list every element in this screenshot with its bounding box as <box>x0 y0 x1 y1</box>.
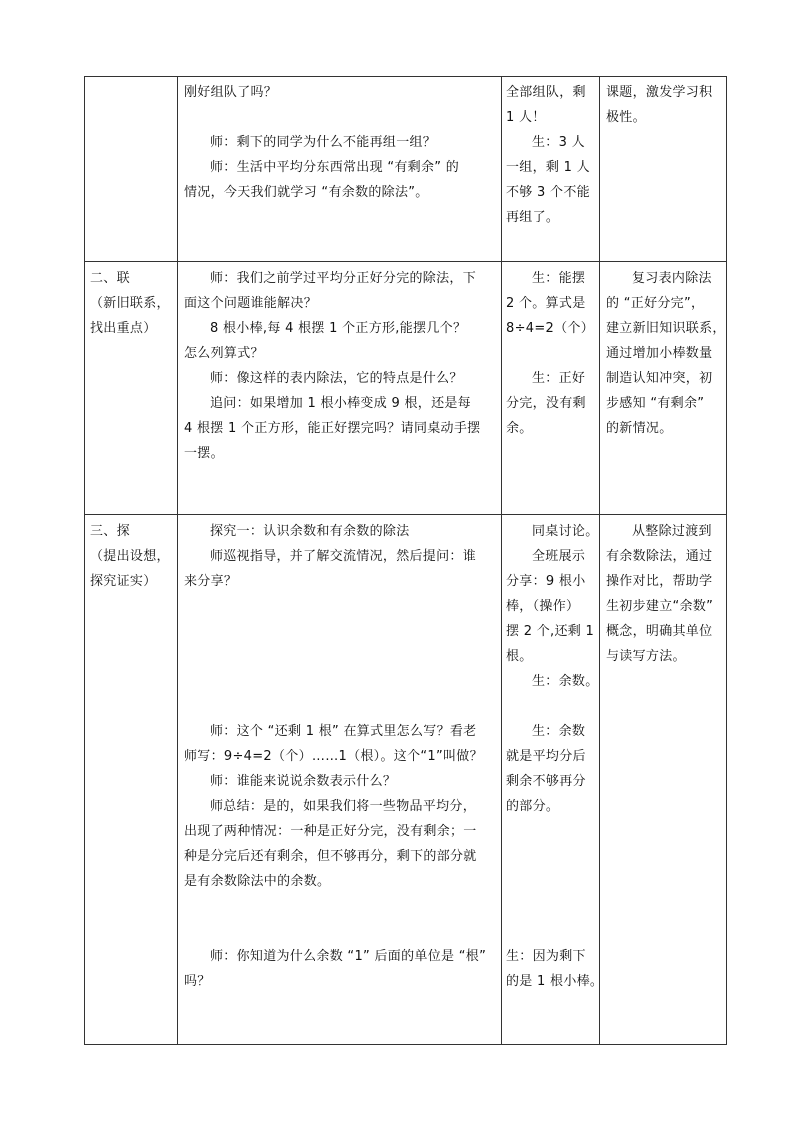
student-line: 的部分。 <box>506 799 560 814</box>
main-line: 师：像这样的表内除法，它的特点是什么？ <box>210 371 463 386</box>
main-line <box>184 694 496 719</box>
student-line <box>506 341 596 366</box>
column-divider-3 <box>599 76 600 1045</box>
main-line: 来分享？ <box>184 574 238 589</box>
main-line: 情况，今天我们就学习 “有余数的除法”。 <box>184 185 429 200</box>
intent-line: 的 “正好分完”， <box>606 296 705 311</box>
intent-line: 步感知 “有剩余” <box>606 396 705 411</box>
student-line <box>506 819 596 844</box>
intent-line: 课题，激发学习积 <box>606 85 713 100</box>
section-line: 二、联 <box>90 271 130 286</box>
table-border-right <box>726 76 727 1045</box>
row1-design-intent-cell <box>606 80 724 130</box>
main-line <box>184 644 496 669</box>
student-line: 分享：9 根小 <box>506 574 586 589</box>
intent-line: 从整除过渡到 <box>632 524 712 539</box>
section-line: 探究证实） <box>90 574 157 589</box>
row2-student-activity-cell <box>506 266 596 441</box>
table-border-bottom <box>84 1044 727 1045</box>
main-line: 探究一：认识余数和有余数的除法 <box>210 524 410 539</box>
main-line: 师：我们之前学过平均分正好分完的除法，下 <box>210 271 477 286</box>
student-line: 生：余数。 <box>532 674 599 689</box>
student-line: 棒，（操作） <box>506 599 580 614</box>
main-line <box>184 669 496 694</box>
student-line: 不够 3 个不能 <box>506 185 590 200</box>
main-line <box>184 594 496 619</box>
main-line: 师总结：是的，如果我们将一些物品平均分， <box>210 799 477 814</box>
main-line: 追问：如果增加 1 根小棒变成 9 根，还是每 <box>210 396 471 411</box>
main-line: 师：生活中平均分东西常出现 “有剩余” 的 <box>210 160 460 175</box>
student-line: 一组，剩 1 人 <box>506 160 590 175</box>
intent-line: 的新情况。 <box>606 421 673 436</box>
main-line: 出现了两种情况：一种是正好分完，没有剩余；一 <box>184 824 477 839</box>
student-line: 剩余不够再分 <box>506 774 586 789</box>
row-divider-2 <box>84 514 727 515</box>
student-line: 2 个。算式是 <box>506 296 586 311</box>
main-line: 刚好组队了吗？ <box>184 85 278 100</box>
student-line <box>506 919 596 944</box>
intent-line: 有余数除法，通过 <box>606 549 713 564</box>
row2-teacher-activity-cell <box>184 266 496 466</box>
column-divider-2 <box>501 76 502 1045</box>
main-line: 师巡视指导，并了解交流情况，然后提问：谁 <box>210 549 477 564</box>
student-line: 同桌讨论。 <box>532 524 599 539</box>
intent-line: 制造认知冲突，初 <box>606 371 713 386</box>
section-line: （提出设想， <box>90 549 170 564</box>
table-border-top <box>84 76 727 77</box>
student-line: 就是平均分后 <box>506 749 586 764</box>
student-line: 8÷4=2（个） <box>506 321 594 336</box>
main-line: 师：谁能来说说余数表示什么？ <box>210 774 397 789</box>
row3-teacher-activity-cell <box>184 519 496 994</box>
intent-line: 复习表内除法 <box>632 271 712 286</box>
student-line: 生：因为剩下 <box>506 949 586 964</box>
main-line <box>184 894 496 919</box>
student-line <box>506 844 596 869</box>
main-line: 怎么列算式？ <box>184 346 264 361</box>
intent-line: 极性。 <box>606 110 646 125</box>
student-line: 全部组队，剩 <box>506 85 586 100</box>
table-border-left <box>84 76 85 1045</box>
student-line: 再组了。 <box>506 210 560 225</box>
main-line <box>184 619 496 644</box>
main-line: 面这个问题谁能解决？ <box>184 296 318 311</box>
main-line: 师：剩下的同学为什么不能再组一组？ <box>210 135 437 150</box>
student-line: 生：3 人 <box>532 135 585 150</box>
row-divider-1 <box>84 261 727 262</box>
intent-line: 建立新旧知识联系， <box>606 321 726 336</box>
row1-teacher-activity-cell <box>184 80 496 205</box>
section-line: 三、探 <box>90 524 130 539</box>
student-line <box>506 894 596 919</box>
main-line: 师写：9÷4=2（个）……1（根）。这个“1”叫做？ <box>184 749 483 764</box>
student-line: 生：正好 <box>532 371 586 386</box>
main-line: 师：你知道为什么余数 “1” 后面的单位是 “根” <box>210 949 487 964</box>
row1-student-activity-cell <box>506 80 596 230</box>
student-line: 1 人！ <box>506 110 546 125</box>
student-line: 生：能摆 <box>532 271 586 286</box>
intent-line: 通过增加小棒数量 <box>606 346 713 361</box>
student-line: 摆 2 个,还剩 1 <box>506 624 595 639</box>
row3-student-activity-cell <box>506 519 604 994</box>
row3-stage-cell <box>90 519 176 594</box>
student-line: 的是 1 根小棒。 <box>506 974 604 989</box>
main-line: 种是分完后还有剩余，但不够再分，剩下的部分就 <box>184 849 477 864</box>
intent-line: 生初步建立“余数” <box>606 599 714 614</box>
main-line: 吗？ <box>184 974 211 989</box>
main-line: 师：这个 “还剩 1 根” 在算式里怎么写？看老 <box>210 724 477 739</box>
section-line: 找出重点） <box>90 321 157 336</box>
main-line: 是有余数除法中的余数。 <box>184 874 331 889</box>
main-line: 一摆。 <box>184 446 224 461</box>
main-line <box>184 105 496 130</box>
row2-stage-cell <box>90 266 176 341</box>
student-line: 全班展示 <box>532 549 586 564</box>
student-line: 余。 <box>506 421 533 436</box>
intent-line: 与读写方法。 <box>606 649 686 664</box>
student-line: 生：余数 <box>532 724 586 739</box>
intent-line: 概念，明确其单位 <box>606 624 713 639</box>
student-line: 分完，没有剩 <box>506 396 586 411</box>
row2-design-intent-cell <box>606 266 724 441</box>
column-divider-1 <box>177 76 178 1045</box>
section-line: （新旧联系， <box>90 296 170 311</box>
main-line <box>184 919 496 944</box>
main-line: 4 根摆 1 个正方形，能正好摆完吗？请同桌动手摆 <box>184 421 481 436</box>
intent-line: 操作对比，帮助学 <box>606 574 713 589</box>
main-line: 8 根小棒,每 4 根摆 1 个正方形,能摆几个？ <box>210 321 467 336</box>
student-line: 根。 <box>506 649 533 664</box>
row3-design-intent-cell <box>606 519 724 669</box>
student-line <box>506 869 596 894</box>
student-line <box>506 694 596 719</box>
